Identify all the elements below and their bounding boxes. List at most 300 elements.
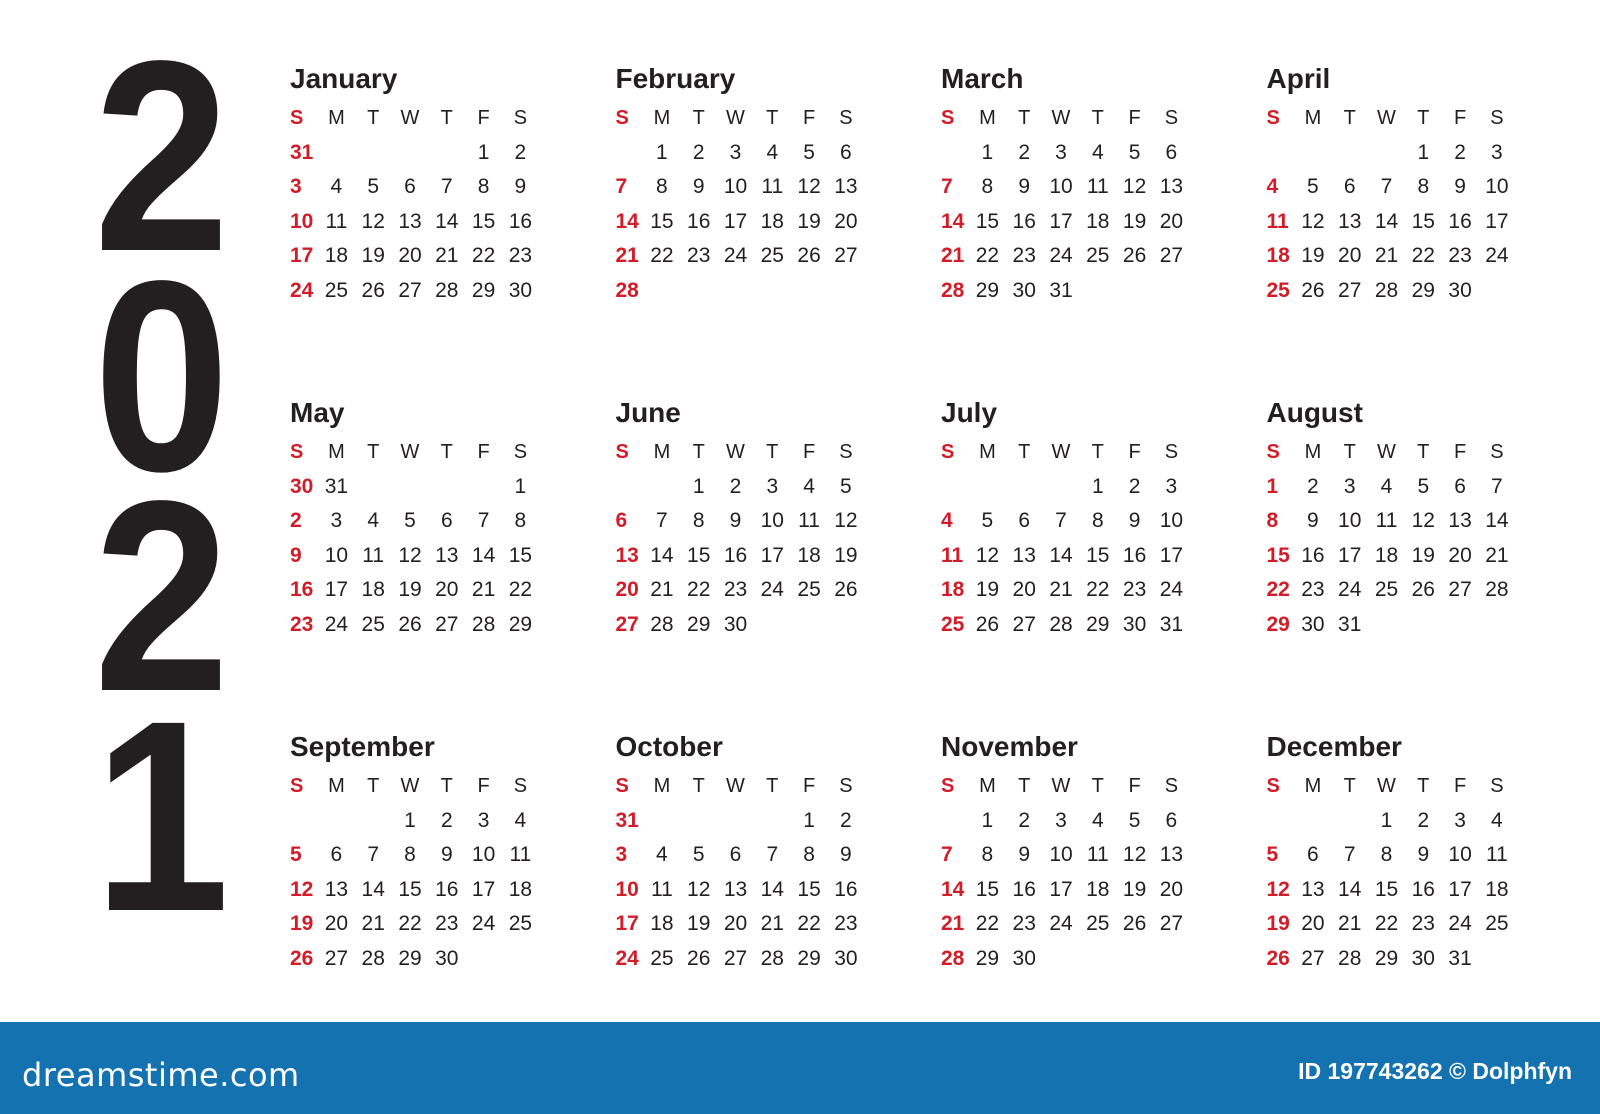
- day-cell-sunday: 1: [1266, 474, 1279, 498]
- day-cell: 14: [471, 543, 496, 567]
- day-cell-sunday: 10: [290, 209, 314, 233]
- year-digit: 2: [93, 444, 231, 748]
- weekday-header: W: [726, 441, 745, 464]
- day-cell: 13: [1448, 509, 1472, 533]
- week-row: [1267, 942, 1593, 977]
- day-cell: 2: [729, 474, 742, 498]
- day-cell: 20: [1338, 244, 1362, 268]
- day-cell: 30: [1448, 278, 1472, 302]
- year-digit: 2: [93, 4, 231, 308]
- day-cell: 26: [834, 578, 858, 602]
- day-cell: 20: [398, 244, 422, 268]
- week-row: [1267, 205, 1593, 240]
- brand-logo[interactable]: dreamstime.com: [22, 1056, 300, 1094]
- day-cell: 16: [1122, 543, 1147, 567]
- day-cell: 5: [803, 140, 815, 164]
- day-cell-sunday: 26: [290, 946, 314, 970]
- day-cell: 15: [471, 209, 496, 233]
- day-cell: 5: [404, 509, 416, 533]
- day-cell: 10: [1049, 175, 1073, 199]
- day-cell: 21: [471, 578, 496, 602]
- week-row: [1267, 470, 1593, 505]
- day-cell-sunday: 9: [290, 543, 302, 567]
- weekday-header-sunday: S: [615, 107, 629, 130]
- day-cell: 21: [1485, 543, 1509, 567]
- day-cell: 9: [1454, 175, 1466, 199]
- day-cell: 2: [440, 808, 453, 832]
- week-row: [1267, 504, 1593, 539]
- day-cell: 20: [1448, 543, 1472, 567]
- day-cell-sunday: 19: [290, 912, 314, 936]
- day-cell: 11: [1485, 843, 1508, 867]
- day-cell: 3: [766, 474, 779, 498]
- day-cell: 27: [398, 278, 422, 302]
- day-cell: 8: [1091, 509, 1104, 533]
- week-row: [1267, 239, 1593, 274]
- day-cell: 31: [324, 474, 349, 498]
- day-cell-sunday: 22: [1266, 578, 1290, 602]
- day-cell-sunday: 16: [290, 578, 314, 602]
- day-cell-sunday: 7: [615, 175, 628, 199]
- day-cell: 14: [1338, 877, 1362, 901]
- week-row: [941, 873, 1267, 908]
- day-cell: 17: [1159, 543, 1184, 567]
- day-cell: 24: [1338, 578, 1362, 602]
- day-cell: 8: [656, 175, 668, 199]
- day-cell: 22: [975, 912, 1000, 936]
- day-cell: 5: [981, 509, 994, 533]
- day-cell: 13: [1159, 843, 1184, 867]
- day-cell: 20: [435, 578, 459, 602]
- day-cell: 4: [656, 843, 668, 867]
- day-cell: 3: [1454, 808, 1466, 832]
- day-cell: 26: [361, 278, 385, 302]
- months-grid: [290, 58, 1540, 1018]
- weekday-header: W: [1377, 775, 1396, 798]
- day-cell: 6: [404, 175, 416, 199]
- day-cell-sunday: 20: [615, 578, 639, 602]
- day-cell: 27: [1448, 578, 1472, 602]
- week-row: [290, 608, 616, 643]
- day-cell: 28: [1485, 578, 1509, 602]
- weekday-header-row: [616, 101, 942, 136]
- day-cell: 2: [1018, 808, 1031, 832]
- month-february: [616, 58, 942, 392]
- day-cell: 20: [834, 209, 858, 233]
- day-cell-sunday: 17: [615, 912, 639, 936]
- day-cell: 17: [1338, 543, 1362, 567]
- day-cell: 17: [1448, 877, 1472, 901]
- day-cell: 24: [471, 912, 496, 936]
- day-cell: 29: [975, 278, 1000, 302]
- day-cell: 18: [324, 244, 349, 268]
- day-cell: 24: [1159, 578, 1184, 602]
- day-cell: 22: [508, 578, 533, 602]
- day-cell-sunday: 28: [941, 278, 965, 302]
- day-cell: 31: [1448, 946, 1472, 970]
- day-cell: 16: [508, 209, 533, 233]
- week-row: [290, 136, 616, 171]
- weekday-header-row: [1267, 769, 1593, 804]
- day-cell: 4: [766, 140, 779, 164]
- day-cell: 1: [404, 808, 416, 832]
- day-cell-sunday: 7: [941, 843, 953, 867]
- day-cell: 26: [1122, 244, 1147, 268]
- month-july: [941, 392, 1267, 726]
- day-cell: 26: [1411, 578, 1435, 602]
- day-cell: 18: [1086, 877, 1110, 901]
- day-cell: 9: [692, 175, 705, 199]
- day-cell-sunday: 3: [290, 175, 302, 199]
- weekday-header: M: [653, 107, 671, 130]
- year-title: [72, 4, 252, 968]
- day-cell: 29: [398, 946, 422, 970]
- day-cell: 3: [477, 808, 490, 832]
- day-cell: 25: [1086, 244, 1110, 268]
- day-cell: 16: [1012, 877, 1036, 901]
- day-cell: 6: [1307, 843, 1319, 867]
- day-cell-sunday: 28: [941, 946, 965, 970]
- weekday-header-sunday: S: [941, 441, 955, 464]
- month-may: [290, 392, 616, 726]
- week-row: [616, 539, 942, 574]
- weekday-header: S: [1490, 107, 1504, 130]
- day-cell: 15: [975, 209, 1000, 233]
- day-cell: 28: [435, 278, 459, 302]
- day-cell: 22: [471, 244, 496, 268]
- day-cell-sunday: 3: [615, 843, 628, 867]
- day-cell: 17: [1485, 209, 1509, 233]
- day-cell: 5: [367, 175, 380, 199]
- day-cell: 14: [1485, 509, 1509, 533]
- day-cell: 11: [1375, 509, 1398, 533]
- day-cell: 23: [1301, 578, 1325, 602]
- weekday-header: F: [802, 775, 816, 798]
- week-row: [1267, 873, 1593, 908]
- weekday-header-row: [290, 769, 616, 804]
- year-digit: 1: [93, 664, 231, 968]
- week-row: [616, 136, 942, 171]
- day-cell: 30: [508, 278, 533, 302]
- weekday-header: F: [1128, 107, 1141, 130]
- week-row: [616, 504, 942, 539]
- week-row: [616, 274, 942, 309]
- day-cell: 8: [477, 175, 490, 199]
- day-cell: 25: [650, 946, 674, 970]
- day-cell-sunday: 24: [615, 946, 639, 970]
- day-cell: 25: [324, 278, 349, 302]
- day-cell: 19: [398, 578, 422, 602]
- day-cell: 21: [760, 912, 784, 936]
- week-row: [616, 907, 942, 942]
- day-cell: 2: [1018, 140, 1031, 164]
- day-cell: 21: [1338, 912, 1362, 936]
- day-cell: 27: [834, 244, 858, 268]
- weekday-header: M: [979, 107, 996, 130]
- day-cell-sunday: 25: [1266, 278, 1290, 302]
- weekday-header: F: [477, 107, 490, 130]
- weekday-header: S: [513, 775, 528, 798]
- weekday-header: M: [1304, 775, 1322, 798]
- day-cell-sunday: 7: [941, 175, 953, 199]
- day-cell-sunday: 8: [1266, 509, 1279, 533]
- day-cell: 13: [1012, 543, 1036, 567]
- day-cell: 22: [797, 912, 821, 936]
- week-row: [290, 274, 616, 309]
- day-cell: 7: [1380, 175, 1393, 199]
- day-cell: 14: [1374, 209, 1399, 233]
- day-cell: 10: [471, 843, 496, 867]
- day-cell: 13: [834, 175, 858, 199]
- weekday-header-sunday: S: [1266, 775, 1280, 798]
- week-row: [941, 539, 1267, 574]
- weekday-header: S: [1164, 441, 1179, 464]
- week-row: [1267, 907, 1593, 942]
- week-row: [1267, 274, 1593, 309]
- day-cell-sunday: 11: [941, 543, 964, 567]
- day-cell: 26: [1122, 912, 1147, 936]
- day-cell: 14: [361, 877, 385, 901]
- weekday-header-row: [290, 101, 616, 136]
- day-cell: 2: [1307, 474, 1319, 498]
- day-cell-sunday: 12: [1266, 877, 1290, 901]
- day-cell: 1: [981, 808, 994, 832]
- day-cell: 19: [975, 578, 1000, 602]
- week-row: [290, 504, 616, 539]
- day-cell: 8: [803, 843, 815, 867]
- weekday-header-sunday: S: [1266, 107, 1280, 130]
- day-cell: 19: [1122, 877, 1147, 901]
- day-cell: 22: [1086, 578, 1110, 602]
- day-cell: 26: [398, 612, 422, 636]
- day-cell: 13: [1159, 175, 1184, 199]
- week-row: [616, 170, 942, 205]
- weekday-header: M: [979, 441, 996, 464]
- weekday-header: F: [477, 775, 490, 798]
- day-cell: 3: [330, 509, 343, 533]
- day-cell: 16: [723, 543, 748, 567]
- day-cell-sunday: 21: [941, 912, 965, 936]
- day-cell: 23: [834, 912, 858, 936]
- day-cell: 27: [435, 612, 459, 636]
- day-cell: 1: [477, 140, 490, 164]
- day-cell: 31: [1049, 278, 1073, 302]
- weekday-header: S: [513, 441, 528, 464]
- day-cell-sunday: 5: [290, 843, 302, 867]
- day-cell: 6: [729, 843, 742, 867]
- day-cell: 15: [650, 209, 674, 233]
- day-cell: 6: [1454, 474, 1466, 498]
- week-row: [616, 205, 942, 240]
- day-cell: 11: [325, 209, 348, 233]
- week-row: [290, 170, 616, 205]
- day-cell: 16: [687, 209, 711, 233]
- day-cell: 25: [508, 912, 533, 936]
- day-cell: 12: [1122, 175, 1147, 199]
- month-name: May: [290, 397, 345, 428]
- day-cell: 25: [1086, 912, 1110, 936]
- day-cell-sunday: 31: [290, 140, 314, 164]
- week-row: [941, 205, 1267, 240]
- day-cell: 9: [840, 843, 852, 867]
- month-december: [1267, 726, 1593, 1060]
- weekday-header: S: [839, 775, 853, 798]
- day-cell-sunday: 18: [1266, 244, 1290, 268]
- month-name: July: [941, 397, 998, 428]
- weekday-header: T: [1018, 107, 1031, 130]
- day-cell: 15: [398, 877, 422, 901]
- day-cell: 1: [1380, 808, 1393, 832]
- day-cell: 21: [1049, 578, 1073, 602]
- week-row: [941, 804, 1267, 839]
- weekday-header-row: [616, 435, 942, 470]
- weekday-header: T: [766, 441, 779, 464]
- weekday-header: T: [1417, 775, 1430, 798]
- day-cell: 11: [650, 877, 673, 901]
- day-cell: 4: [1491, 808, 1503, 832]
- day-cell: 8: [692, 509, 705, 533]
- day-cell: 25: [760, 244, 784, 268]
- week-row: [1267, 573, 1593, 608]
- day-cell: 22: [687, 578, 711, 602]
- day-cell: 1: [1417, 140, 1430, 164]
- day-cell: 14: [650, 543, 674, 567]
- month-name: October: [615, 731, 723, 762]
- weekday-header: M: [328, 441, 345, 464]
- week-row: [616, 838, 942, 873]
- day-cell: 17: [760, 543, 784, 567]
- day-cell: 2: [840, 808, 852, 832]
- day-cell: 9: [1128, 509, 1141, 533]
- day-cell: 12: [687, 877, 711, 901]
- weekday-header: M: [653, 441, 671, 464]
- day-cell: 12: [1301, 209, 1325, 233]
- week-row: [941, 608, 1267, 643]
- day-cell: 23: [687, 244, 711, 268]
- day-cell: 24: [1448, 912, 1472, 936]
- day-cell-sunday: 26: [1266, 946, 1290, 970]
- day-cell: 27: [324, 946, 349, 970]
- day-cell: 15: [975, 877, 1000, 901]
- week-row: [290, 804, 616, 839]
- week-row: [941, 136, 1267, 171]
- day-cell: 23: [1411, 912, 1435, 936]
- day-cell: 7: [367, 843, 380, 867]
- day-cell: 17: [1049, 209, 1073, 233]
- day-cell: 15: [687, 543, 711, 567]
- day-cell: 13: [723, 877, 748, 901]
- weekday-header-sunday: S: [615, 441, 629, 464]
- day-cell: 19: [361, 244, 385, 268]
- weekday-header: F: [1453, 775, 1467, 798]
- weekday-header: T: [1091, 107, 1104, 130]
- day-cell: 18: [1086, 209, 1110, 233]
- day-cell-sunday: 11: [1266, 209, 1289, 233]
- day-cell: 4: [1091, 808, 1104, 832]
- weekday-header: S: [1164, 775, 1179, 798]
- day-cell: 30: [1012, 946, 1036, 970]
- day-cell: 29: [1411, 278, 1435, 302]
- month-name: February: [615, 63, 736, 94]
- day-cell: 10: [1338, 509, 1362, 533]
- weekday-header: T: [440, 107, 453, 130]
- month-october: [616, 726, 942, 1060]
- week-row: [941, 170, 1267, 205]
- day-cell: 8: [1380, 843, 1393, 867]
- week-row: [290, 470, 616, 505]
- day-cell: 26: [687, 946, 711, 970]
- day-cell: 5: [1128, 140, 1141, 164]
- day-cell: 30: [834, 946, 858, 970]
- day-cell: 7: [1491, 474, 1503, 498]
- day-cell: 22: [1374, 912, 1399, 936]
- day-cell-sunday: 6: [615, 509, 628, 533]
- day-cell: 12: [361, 209, 385, 233]
- weekday-header-row: [1267, 435, 1593, 470]
- weekday-header: S: [1490, 775, 1504, 798]
- day-cell: 15: [1374, 877, 1399, 901]
- day-cell: 16: [1301, 543, 1325, 567]
- day-cell: 8: [981, 175, 994, 199]
- weekday-header: M: [328, 107, 345, 130]
- weekday-header: S: [513, 107, 528, 130]
- week-row: [290, 873, 616, 908]
- day-cell: 4: [1380, 474, 1393, 498]
- day-cell: 25: [1485, 912, 1509, 936]
- weekday-header: T: [367, 441, 380, 464]
- day-cell: 7: [477, 509, 490, 533]
- week-row: [941, 504, 1267, 539]
- day-cell: 31: [1338, 612, 1362, 636]
- weekday-header: T: [1417, 441, 1430, 464]
- day-cell: 6: [1018, 509, 1031, 533]
- month-name: June: [615, 397, 681, 428]
- day-cell: 13: [324, 877, 349, 901]
- day-cell: 4: [514, 808, 527, 832]
- day-cell: 29: [1086, 612, 1110, 636]
- month-november: [941, 726, 1267, 1060]
- weekday-header: W: [1051, 441, 1071, 464]
- weekday-header: T: [1018, 441, 1031, 464]
- weekday-header-row: [941, 769, 1267, 804]
- week-row: [1267, 608, 1593, 643]
- weekday-header: M: [653, 775, 671, 798]
- day-cell: 29: [797, 946, 821, 970]
- week-row: [941, 942, 1267, 977]
- weekday-header: S: [1490, 441, 1504, 464]
- day-cell: 11: [362, 543, 385, 567]
- weekday-header: T: [1417, 107, 1430, 130]
- day-cell-sunday: 4: [941, 509, 953, 533]
- day-cell: 12: [398, 543, 422, 567]
- weekday-header: W: [1051, 107, 1071, 130]
- month-name: September: [290, 731, 435, 762]
- day-cell: 23: [1448, 244, 1472, 268]
- day-cell: 9: [440, 843, 453, 867]
- day-cell: 6: [330, 843, 343, 867]
- day-cell: 30: [1012, 278, 1036, 302]
- day-cell: 24: [324, 612, 349, 636]
- weekday-header: M: [979, 775, 996, 798]
- day-cell: 23: [508, 244, 533, 268]
- week-row: [616, 573, 942, 608]
- weekday-header: S: [839, 107, 853, 130]
- day-cell: 28: [760, 946, 784, 970]
- day-cell: 11: [761, 175, 784, 199]
- weekday-header: T: [1343, 441, 1356, 464]
- week-row: [941, 838, 1267, 873]
- weekday-header-sunday: S: [941, 775, 955, 798]
